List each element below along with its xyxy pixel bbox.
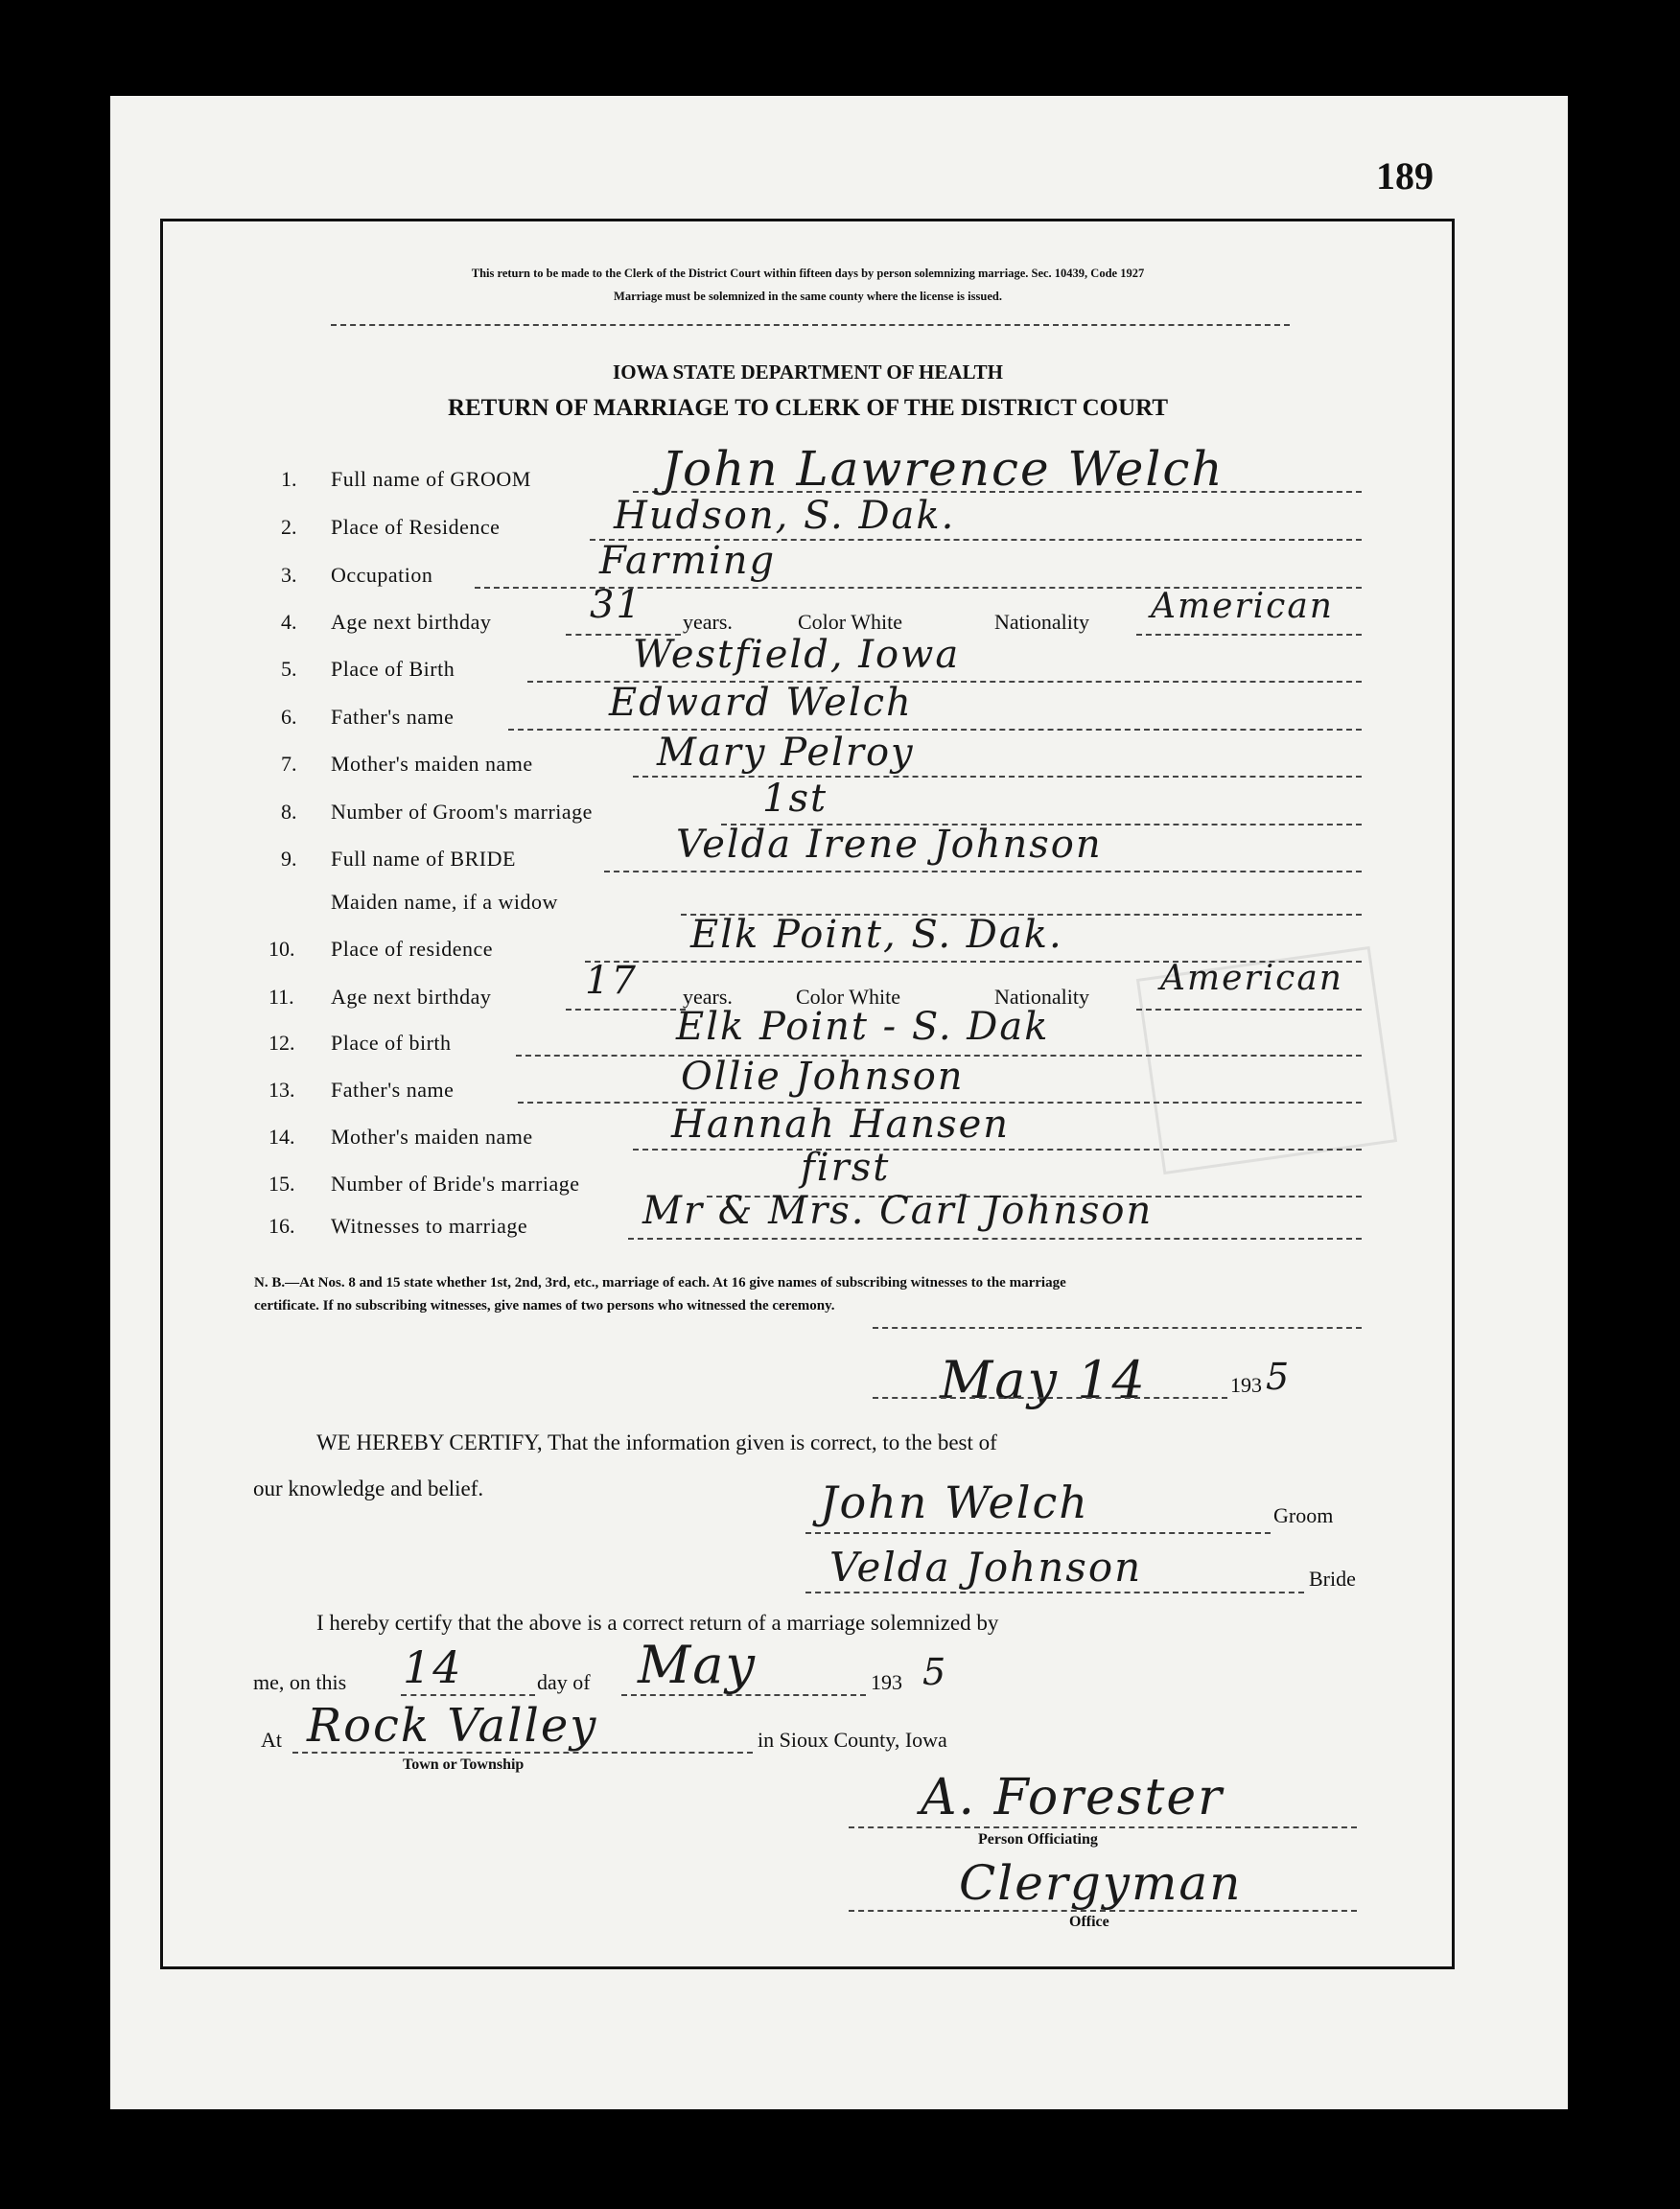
field-number: 16. (268, 1214, 295, 1238)
certify-line-2: our knowledge and belief. (253, 1477, 484, 1500)
officiant-certify-line: I hereby certify that the above is a correct return of a marriage solemnized by (316, 1611, 999, 1635)
department-heading: IOWA STATE DEPARTMENT OF HEALTH (613, 360, 1003, 384)
field-line (805, 1592, 1304, 1593)
at-label: At (261, 1728, 282, 1752)
bride-name-label: Full name of BRIDE (331, 847, 516, 871)
witnesses-label: Witnesses to marriage (331, 1214, 528, 1238)
groom-occupation-value: Farming (599, 539, 777, 583)
divider (873, 1327, 1362, 1329)
form-title: RETURN OF MARRIAGE TO CLERK OF THE DISTRICT COURT (447, 395, 1169, 421)
groom-nationality-label: Nationality (994, 610, 1089, 634)
bride-residence-value: Elk Point, S. Dak. (690, 913, 1063, 957)
return-year-suffix: 5 (1266, 1356, 1292, 1398)
groom-birthplace-value: Westfield, Iowa (633, 633, 961, 677)
groom-nationality-value: American (1151, 587, 1334, 626)
groom-mother-value: Mary Pelroy (657, 731, 915, 775)
bride-marriage-number-value: first (801, 1146, 891, 1190)
bride-birthplace-value: Elk Point - S. Dak (676, 1005, 1050, 1049)
page-number: 189 (1376, 154, 1434, 198)
bride-age-label: Age next birthday (331, 985, 492, 1009)
groom-marriage-number-value: 1st (762, 777, 828, 821)
bride-birthplace-label: Place of birth (331, 1031, 452, 1055)
groom-occupation-label: Occupation (331, 563, 433, 587)
field-line (849, 1910, 1357, 1912)
field-number: 9. (281, 847, 297, 871)
officiant-signature: A. Forester (921, 1769, 1224, 1826)
officiant-year-suffix: 5 (922, 1651, 948, 1693)
field-line (633, 776, 1362, 778)
field-number: 10. (268, 937, 295, 961)
day-of-label: day of (537, 1670, 591, 1694)
bride-marriage-number-label: Number of Bride's marriage (331, 1172, 580, 1196)
groom-birthplace-label: Place of Birth (331, 657, 455, 681)
groom-age-label: Age next birthday (331, 610, 492, 634)
bride-signature: Velda Johnson (829, 1544, 1143, 1591)
certify-line-1: WE HEREBY CERTIFY, That the information given is correct, to the best of (316, 1430, 997, 1454)
instruction-line-1: This return to be made to the Clerk of the District Court within fifteen days by person solemnizing marriage. Sec. 10439, Code 1927 (471, 267, 1145, 280)
person-officiating-label: Person Officiating (978, 1831, 1098, 1848)
field-line (873, 1397, 1227, 1399)
bride-color-label: Color White (796, 985, 900, 1009)
field-number: 12. (268, 1031, 295, 1055)
divider (331, 324, 1290, 326)
bride-nationality-value: American (1160, 959, 1343, 998)
field-line (566, 1009, 686, 1011)
groom-name-label: Full name of GROOM (331, 467, 531, 491)
bride-years-label: years. (683, 985, 733, 1009)
field-number: 3. (281, 563, 297, 587)
officiant-year-prefix: 193 (871, 1670, 902, 1694)
field-number: 8. (281, 800, 297, 824)
bride-mother-label: Mother's maiden name (331, 1125, 533, 1149)
bride-mother-value: Hannah Hansen (671, 1103, 1011, 1147)
groom-residence-value: Hudson, S. Dak. (614, 494, 956, 538)
bride-name-value: Velda Irene Johnson (676, 823, 1103, 867)
field-line (633, 1149, 1362, 1151)
note-line-2: certificate. If no subscribing witnesses, give names of two persons who witnessed the ceremony. (254, 1298, 835, 1314)
groom-years-label: years. (683, 610, 733, 634)
officiant-month-value: May (638, 1635, 757, 1695)
field-number: 2. (281, 515, 297, 539)
note-line-1: N. B.—At Nos. 8 and 15 state whether 1st, 2nd, 3rd, etc., marriage of each. At 16 give names of subscribing witnesses to the marriage (254, 1275, 1066, 1291)
field-number: 14. (268, 1125, 295, 1149)
officiant-place-value: Rock Valley (307, 1699, 598, 1753)
field-line (508, 729, 1362, 731)
officiant-day-value: 14 (403, 1641, 463, 1693)
field-number: 13. (268, 1078, 295, 1102)
field-number: 15. (268, 1172, 295, 1196)
field-number: 6. (281, 705, 297, 729)
bride-age-value: 17 (585, 959, 638, 1003)
field-line (1136, 634, 1362, 636)
groom-sig-label: Groom (1273, 1503, 1334, 1527)
field-number: 4. (281, 610, 297, 634)
field-line (1136, 1009, 1362, 1011)
bride-residence-label: Place of residence (331, 937, 494, 961)
groom-father-label: Father's name (331, 705, 455, 729)
field-number: 7. (281, 752, 297, 776)
groom-mother-label: Mother's maiden name (331, 752, 533, 776)
field-line (849, 1826, 1357, 1828)
instruction-line-2: Marriage must be solemnized in the same county where the license is issued. (614, 290, 1002, 303)
groom-father-value: Edward Welch (609, 681, 913, 725)
groom-signature: John Welch (820, 1477, 1089, 1528)
bride-sig-label: Bride (1309, 1567, 1356, 1591)
return-year-prefix: 193 (1230, 1373, 1262, 1397)
widow-maiden-name-label: Maiden name, if a widow (331, 890, 558, 914)
groom-marriage-number-label: Number of Groom's marriage (331, 800, 593, 824)
groom-residence-label: Place of Residence (331, 515, 501, 539)
field-line (805, 1532, 1271, 1534)
field-line (604, 871, 1362, 872)
office-label: Office (1069, 1914, 1109, 1930)
town-township-label: Town or Township (403, 1756, 525, 1773)
bride-nationality-label: Nationality (994, 985, 1089, 1009)
witnesses-value: Mr & Mrs. Carl Johnson (642, 1189, 1154, 1233)
field-line (628, 1238, 1362, 1240)
return-date-value: May 14 (940, 1350, 1147, 1410)
me-on-this-label: me, on this (253, 1670, 347, 1694)
groom-name-value: John Lawrence Welch (662, 441, 1225, 497)
bride-father-label: Father's name (331, 1078, 455, 1102)
county-text: in Sioux County, Iowa (758, 1728, 947, 1752)
bride-father-value: Ollie Johnson (681, 1055, 965, 1099)
officiant-office-value: Clergyman (959, 1855, 1243, 1911)
field-number: 1. (281, 467, 297, 491)
groom-age-value: 31 (590, 583, 642, 627)
field-number: 11. (268, 985, 294, 1009)
field-line (401, 1694, 535, 1696)
groom-color-label: Color White (798, 610, 902, 634)
field-number: 5. (281, 657, 297, 681)
